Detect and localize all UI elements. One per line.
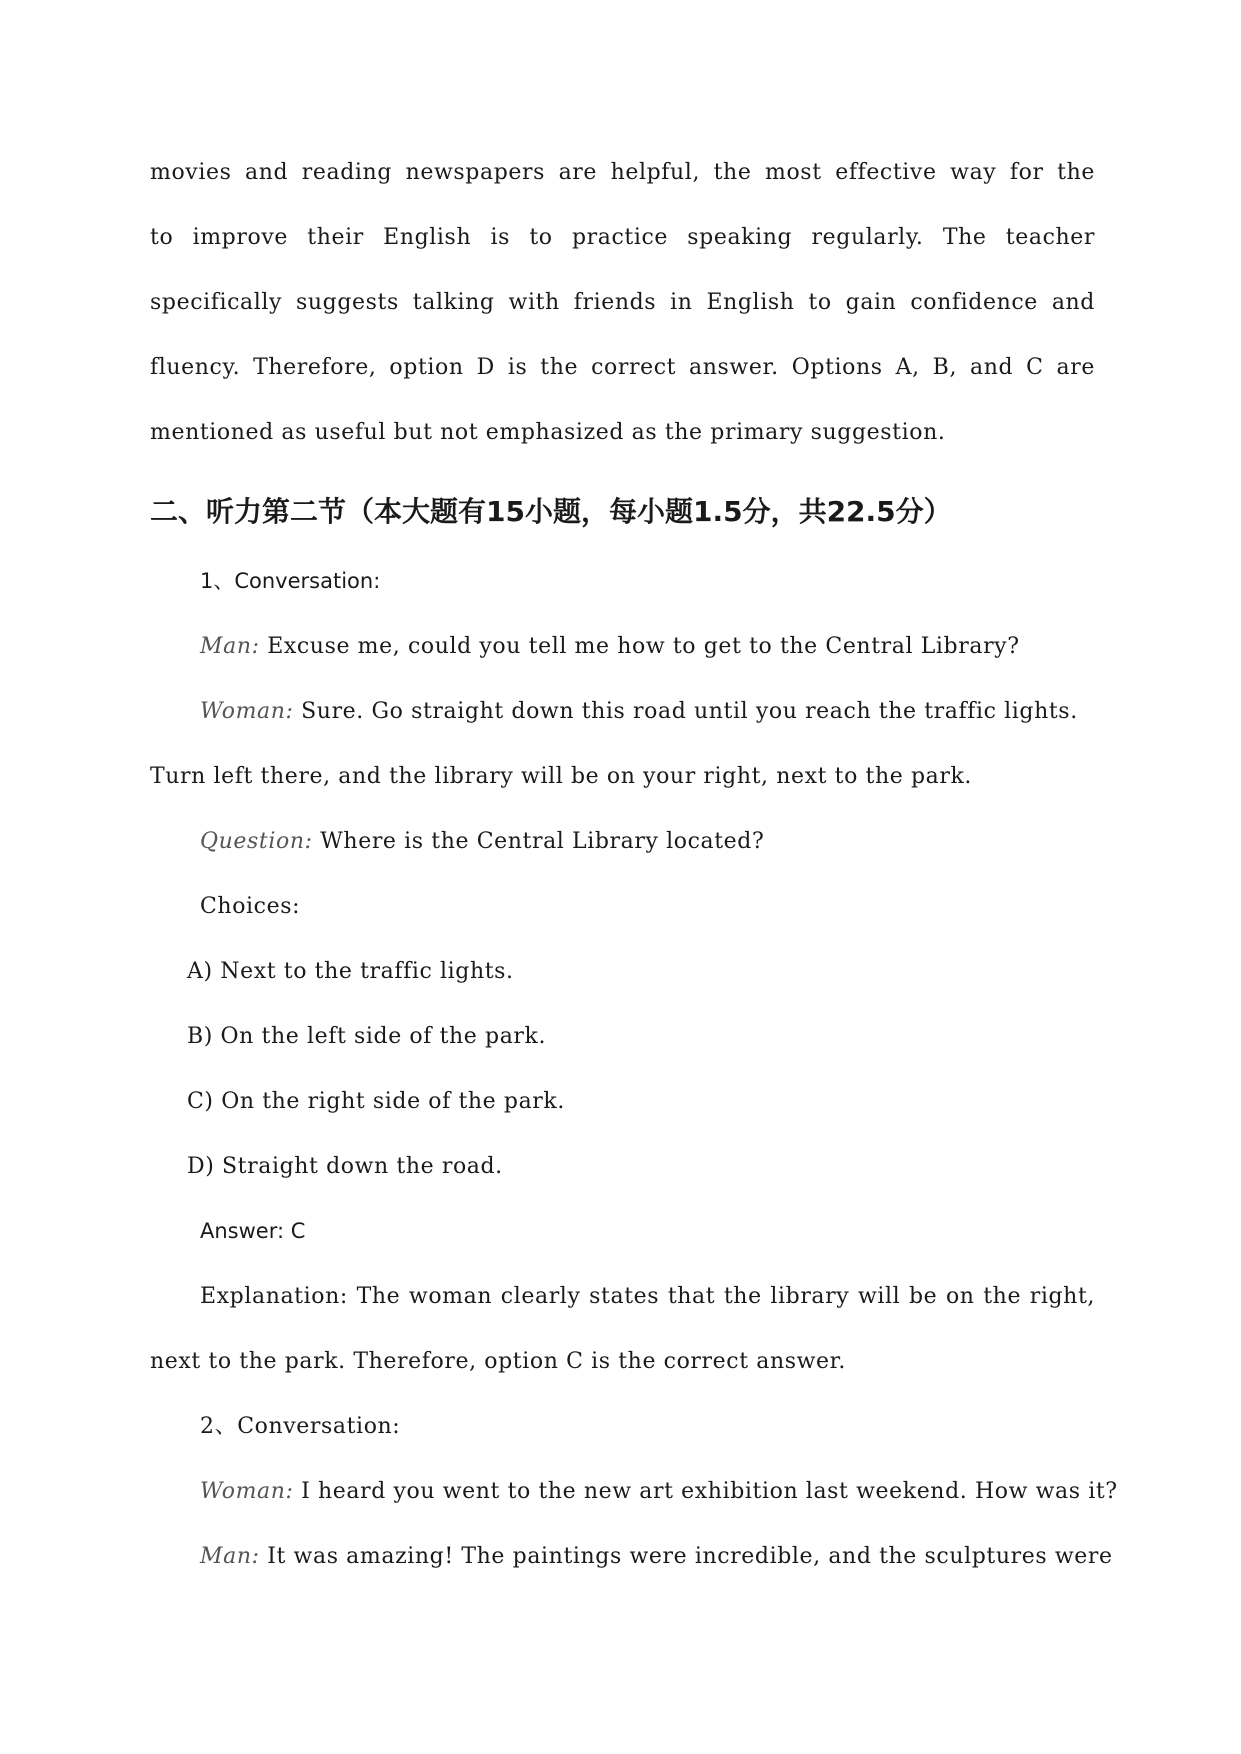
paragraph-line: fluency. Therefore, option D is the correct answer. Options A, B, and C are	[150, 355, 1095, 380]
section-heading: 二、听力第二节（本大题有15小题，每小题1.5分，共22.5分）	[150, 495, 952, 528]
paragraph-line: specifically suggests talking with friends in English to gain confidence and	[150, 290, 1095, 315]
speaker-label: Question:	[200, 829, 313, 854]
intro-paragraph	[150, 140, 1095, 465]
choice-option: C) On the right side of the park.	[187, 1089, 565, 1114]
question-text: Where is the Central Library located?	[312, 829, 765, 854]
dialogue-line	[150, 1459, 1118, 1524]
choice-option: A) Next to the traffic lights.	[187, 959, 514, 984]
speaker-label: Woman:	[200, 1479, 294, 1504]
dialogue-line	[150, 1524, 1113, 1589]
choice-option: B) On the left side of the park.	[187, 1024, 547, 1049]
dialogue-line	[150, 614, 1095, 679]
paragraph-line: movies and reading newspapers are helpful, the most effective way for the	[150, 160, 1095, 185]
question-label: 2、Conversation:	[200, 1414, 401, 1439]
dialogue-text: It was amazing! The paintings were incredible, and the sculptures were	[259, 1544, 1113, 1569]
answer-line: Answer: C	[200, 1219, 306, 1243]
question-1	[150, 549, 1095, 1394]
dialogue-line-continued: Turn left there, and the library will be on your right, next to the park.	[150, 764, 973, 789]
explanation-line: next to the park. Therefore, option C is the correct answer.	[150, 1349, 846, 1374]
paragraph-line: mentioned as useful but not emphasized as the primary suggestion.	[150, 420, 946, 445]
paragraph-line: to improve their English is to practice speaking regularly. The teacher	[150, 225, 1095, 250]
question-2	[150, 1394, 1118, 1589]
choices-label: Choices:	[200, 894, 301, 919]
dialogue-text: I heard you went to the new art exhibition last weekend. How was it?	[293, 1479, 1118, 1504]
question-label: 1、Conversation:	[200, 569, 381, 593]
dialogue-text: Excuse me, could you tell me how to get to the Central Library?	[259, 634, 1020, 659]
speaker-label: Man:	[200, 1544, 260, 1569]
speaker-label: Woman:	[200, 699, 294, 724]
question-line	[150, 809, 1095, 874]
document-page	[150, 140, 1118, 1589]
speaker-label: Man:	[200, 634, 260, 659]
choice-option: D) Straight down the road.	[187, 1154, 503, 1179]
dialogue-text: Sure. Go straight down this road until you reach the traffic lights.	[293, 699, 1078, 724]
explanation-line: Explanation: The woman clearly states that the library will be on the right,	[200, 1284, 1095, 1309]
dialogue-line	[150, 679, 1095, 744]
